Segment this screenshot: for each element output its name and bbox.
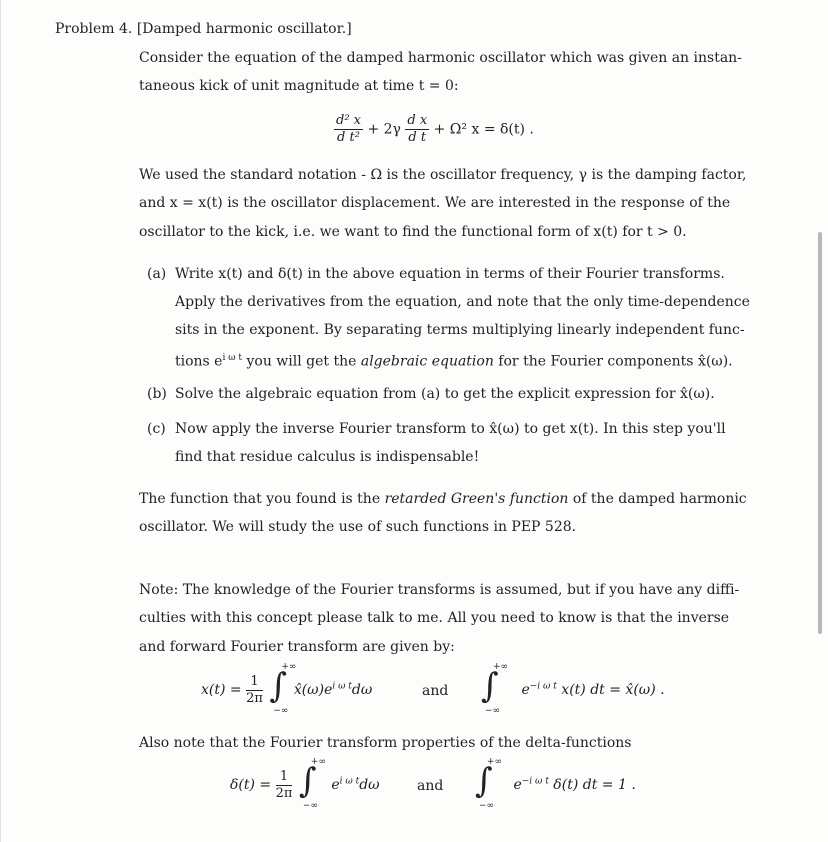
item-b-label: (b) — [147, 386, 167, 402]
intro-line-2: taneous kick of unit magnitude at time t = 0: — [139, 78, 459, 94]
fourier-inverse-equation: x(t) = $\frac{1}{2\pi}$ ∫ +∞ −∞ $x̂(\omega)e^{i \omega t}d\omega$ — [201, 662, 373, 716]
item-a-line-3: sits in the exponent. By separating terms multiplying linearly independent func- — [175, 322, 745, 338]
intro-line-1: Consider the equation of the damped harmonic oscillator which was given an instan- — [139, 50, 742, 66]
item-c-line-1: Now apply the inverse Fourier transform to x̂(ω) to get x(t). In this step you'll — [175, 421, 726, 437]
gamma-term: + 2γ — [367, 121, 401, 138]
item-a-line-4: tions $e^{i \omega t}$ you will get the algebraic equation for the Fourier components x̂(ω). — [175, 353, 733, 370]
delta-forward-equation: ∫ +∞ −∞ $e^{-i \omega t}$ δ(t) dt = 1 . — [475, 757, 636, 811]
equation-rest: + Ω² x = δ(t) . — [433, 121, 534, 138]
note-line-3: and forward Fourier transform are given by: — [139, 639, 455, 655]
delta-note-line: Also note that the Fourier transform properties of the delta-functions — [139, 735, 632, 751]
first-derivative-fraction: $\frac{\text{d x}}{\text{d t}}$ — [407, 113, 428, 145]
note-line-1: Note: The knowledge of the Fourier transforms is assumed, but if you have any diffi- — [139, 582, 740, 598]
item-a-line-2: Apply the derivatives from the equation, and note that the only time-dependence — [175, 294, 750, 310]
main-equation — [334, 113, 534, 146]
integral-sign: ∫ +∞ −∞ — [481, 662, 509, 716]
fourier-forward-equation: ∫ +∞ −∞ $e^{-i \omega t}$ x(t) dt = x̂(ω) . — [481, 662, 665, 716]
delta-inverse-equation: δ(t) = $\frac{1}{2\pi}$ ∫ +∞ −∞ $e^{i \omega t}d\omega$ — [230, 757, 380, 811]
algebraic-equation-emphasis: algebraic equation — [360, 353, 494, 370]
notation-line-1: We used the standard notation - Ω is the oscillator frequency, γ is the damping factor, — [139, 167, 747, 183]
integral-sign: ∫ +∞ −∞ — [298, 757, 326, 811]
greens-line-1: The function that you found is the retarded Green's function of the damped harmonic — [139, 491, 747, 507]
note-line-2: culties with this concept please talk to me. All you need to know is that the inverse — [139, 610, 730, 626]
item-a-label: (a) — [147, 266, 167, 282]
integral-sign: ∫ +∞ −∞ — [475, 757, 503, 811]
greens-function-emphasis: retarded Green's function — [384, 491, 569, 507]
problem-title: [Damped harmonic oscillator.] — [136, 21, 352, 37]
problem-number: Problem 4. — [55, 21, 133, 37]
item-b-line-1: Solve the algebraic equation from (a) to get the explicit expression for x̂(ω). — [175, 386, 715, 402]
item-c-line-2: find that residue calculus is indispensable! — [175, 449, 480, 465]
delta-and: and — [417, 778, 444, 794]
second-derivative-fraction: $\frac{\text{d² x}}{\text{d t²}}$ — [336, 113, 361, 145]
notation-line-3: oscillator to the kick, i.e. we want to find the functional form of x(t) for t > 0. — [139, 224, 687, 240]
greens-line-2: oscillator. We will study the use of such functions in PEP 528. — [139, 519, 577, 535]
fourier-and: and — [422, 683, 449, 699]
notation-line-2: and x = x(t) is the oscillator displacement. We are interested in the response of the — [139, 195, 731, 211]
vertical-scrollbar[interactable] — [818, 232, 822, 634]
item-a-line-1: Write x(t) and δ(t) in the above equation in terms of their Fourier transforms. — [175, 266, 725, 282]
item-c-label: (c) — [147, 421, 166, 437]
problem-heading — [55, 20, 352, 38]
integral-sign: ∫ +∞ −∞ — [269, 662, 297, 716]
